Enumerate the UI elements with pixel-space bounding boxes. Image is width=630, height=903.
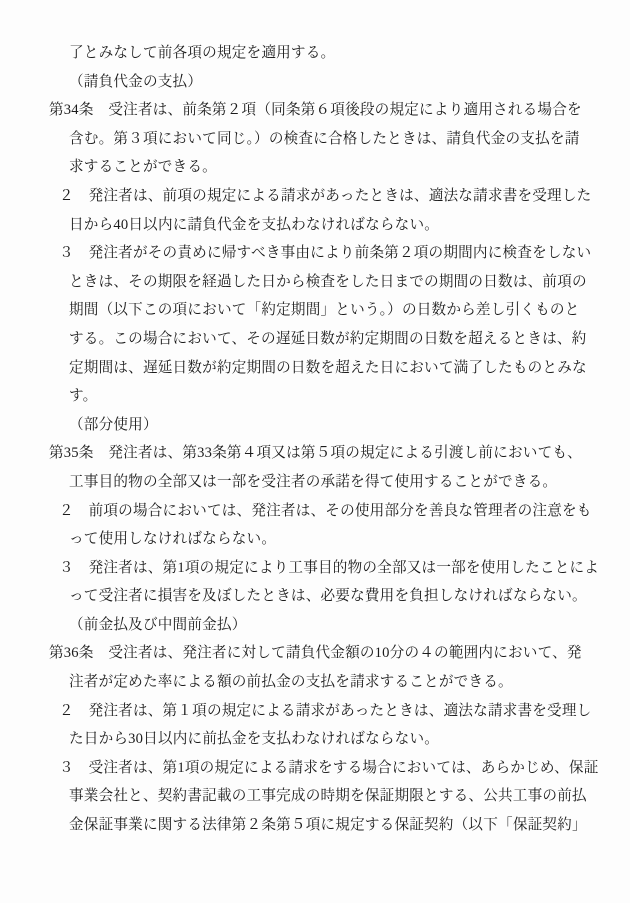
document-line: 工事目的物の全部又は一部を受注者の承諾を得て使用することができる。 [69,473,558,490]
document-line: 求することができる。 [69,159,217,176]
document-line: 定期間は、遅延日数が約定期間の日数を超えた日において満了したものとみな [69,359,587,376]
document-line: 金保証事業に関する法律第２条第５項に規定する保証契約（以下「保証契約」 [69,817,587,834]
document-line: ３ 発注者は、第1項の規定により工事目的物の全部又は一部を使用したことによ [59,559,600,576]
document-line: た日から30日以内に前払金を支払わなければならない。 [69,731,440,748]
document-line: 了とみなして前各項の規定を適用する。 [69,45,336,61]
document-line: す。 [69,388,98,405]
document-line: 含む。第３項において同じ。）の検査に合格したときは、請負代金の支払を請 [69,130,580,147]
document-line: って受注者に損害を及ぼしたときは、必要な費用を負担しなければならない。 [69,588,587,605]
document-line: ときは、その期限を経過した日から検査をした日までの期間の日数は、前項の [69,273,587,290]
document-line: （部分使用） [69,416,158,433]
document-line: ２ 発注者は、前項の規定による請求があったときは、適法な請求書を受理した [59,187,592,204]
document-text-block [0,39,630,840]
document-line: ３ 受注者は、第1項の規定による請求をする場合においては、あらかじめ、保証 [59,759,599,776]
document-line: ２ 発注者は、第１項の規定による請求があったときは、適法な請求書を受理し [59,702,592,719]
document-line: 事業会社と、契約書記載の工事完成の時期を保証期限とする、公共工事の前払 [69,788,587,805]
document-line: って使用しなければならない。 [69,531,277,548]
document-line: する。この場合において、その遅延日数が約定期間の日数を超えるときは、約 [69,330,587,347]
document-line: 注者が定めた率による額の前払金の支払を請求することができる。 [69,674,513,691]
document-line: （請負代金の支払） [69,73,203,90]
document-line: （前金払及び中間前金払） [69,616,247,633]
document-line: 第36条 受注者は、発注者に対して請負代金額の10分の４の範囲内において、発 [49,645,582,662]
document-line: 期間（以下この項において「約定期間」という。）の日数から差し引くものと [69,302,580,319]
document-line: 第34条 受注者は、前条第２項（同条第６項後段の規定により適用される場合を [49,102,582,119]
document-line: ２ 前項の場合においては、発注者は、その使用部分を善良な管理者の注意をも [59,502,592,519]
document-line: 日から40日以内に請負代金を支払わなければならない。 [69,216,440,233]
document-line: 第35条 発注者は、第33条第４項又は第５項の規定による引渡し前においても、 [49,445,582,462]
document-line: ３ 発注者がその責めに帰すべき事由により前条第２項の期間内に検査をしない [59,245,592,262]
